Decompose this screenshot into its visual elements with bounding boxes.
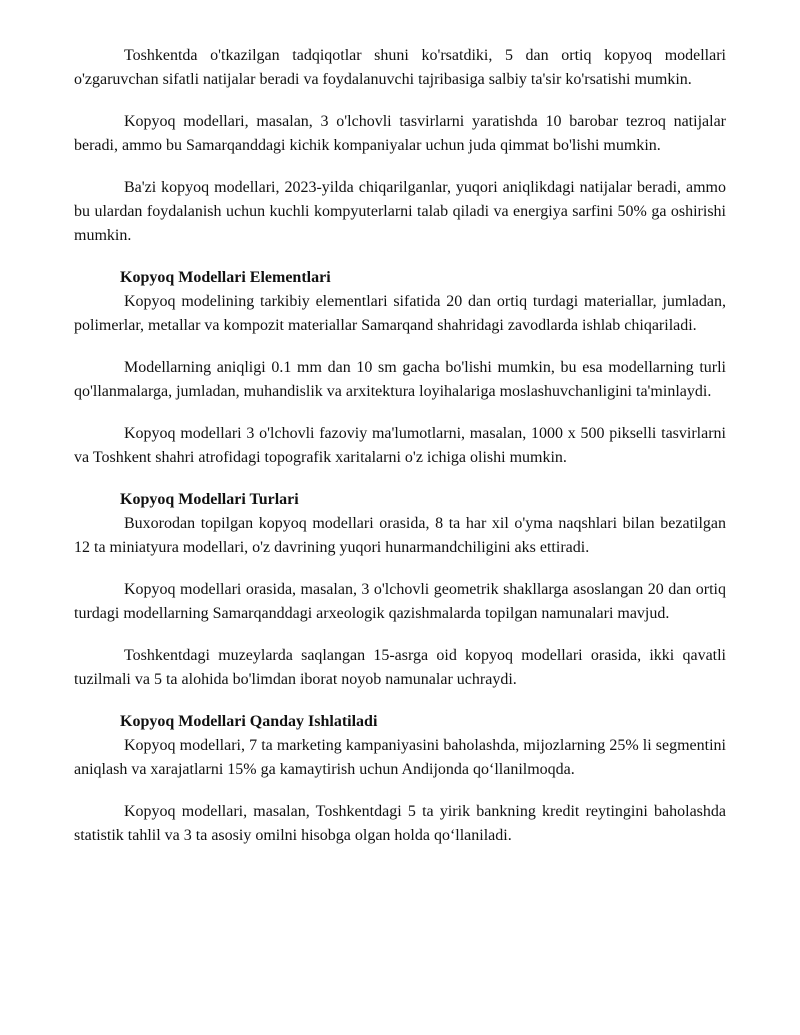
intro-paragraph-1: Toshkentda o'tkazilgan tadqiqotlar shuni ko'rsatdiki, 5 dan ortiq kopyoq modellari o'zgaruvchan sifatli natijalar beradi va foydalanuvchi tajribasiga salbiy ta'sir ko'rsatishi mumkin. bbox=[74, 47, 726, 88]
section-paragraph: Buxorodan topilgan kopyoq modellari orasida, 8 ta har xil o'yma naqshlari bilan bezatilgan 12 ta miniatyura modellari, o'z davrining yuqori hunarmandchiligini aks ettiradi. bbox=[74, 515, 726, 556]
section-elements bbox=[74, 266, 726, 470]
section-heading: Kopyoq Modellari Elementlari bbox=[120, 269, 331, 286]
intro-paragraph-2: Kopyoq modellari, masalan, 3 o'lchovli tasvirlarni yaratishda 10 barobar tezroq natijalar beradi, ammo bu Samarqanddagi kichik kompaniyalar uchun juda qimmat bo'lishi mumkin. bbox=[74, 113, 726, 154]
section-paragraph: Kopyoq modellari orasida, masalan, 3 o'lchovli geometrik shakllarga asoslangan 20 dan ortiq turdagi modellarning Samarqanddagi arxeologik qazishmalarda topilgan namunalari mavjud. bbox=[74, 581, 726, 622]
section-usage bbox=[74, 710, 726, 848]
section-paragraph: Kopyoq modelining tarkibiy elementlari sifatida 20 dan ortiq turdagi materiallar, jumladan, polimerlar, metallar va kompozit materiallar Samarqand shahridagi zavodlarda ishlab chiqariladi. bbox=[74, 293, 726, 334]
intro-paragraph-3: Ba'zi kopyoq modellari, 2023-yilda chiqarilganlar, yuqori aniqlikdagi natijalar beradi, ammo bu ulardan foydalanish uchun kuchli kompyuterlarni talab qiladi va energiya sarfini 50% ga oshirishi mumkin. bbox=[74, 179, 726, 244]
section-types bbox=[74, 488, 726, 692]
section-heading: Kopyoq Modellari Turlari bbox=[120, 491, 299, 508]
section-paragraph: Modellarning aniqligi 0.1 mm dan 10 sm gacha bo'lishi mumkin, bu esa modellarning turli qo'llanmalarga, jumladan, muhandislik va arxitektura loyihalariga moslashuvchanligini ta'minlaydi. bbox=[74, 359, 726, 400]
section-paragraph: Kopyoq modellari, masalan, Toshkentdagi 5 ta yirik bankning kredit reytingini baholashda statistik tahlil va 3 ta asosiy omilni hisobga olgan holda qo‘llaniladi. bbox=[74, 803, 726, 844]
document-page bbox=[74, 44, 726, 866]
section-paragraph: Toshkentdagi muzeylarda saqlangan 15-asrga oid kopyoq modellari orasida, ikki qavatli tuzilmali va 5 ta alohida bo'limdan iborat noyob namunalar uchraydi. bbox=[74, 647, 726, 688]
section-paragraph: Kopyoq modellari 3 o'lchovli fazoviy ma'lumotlarni, masalan, 1000 x 500 pikselli tasvirlarni va Toshkent shahri atrofidagi topografik xaritalarni o'z ichiga olishi mumkin. bbox=[74, 425, 726, 466]
section-paragraph: Kopyoq modellari, 7 ta marketing kampaniyasini baholashda, mijozlarning 25% li segmentini aniqlash va xarajatlarni 15% ga kamaytirish uchun Andijonda qo‘llanilmoqda. bbox=[74, 737, 726, 778]
section-heading: Kopyoq Modellari Qanday Ishlatiladi bbox=[120, 713, 378, 730]
